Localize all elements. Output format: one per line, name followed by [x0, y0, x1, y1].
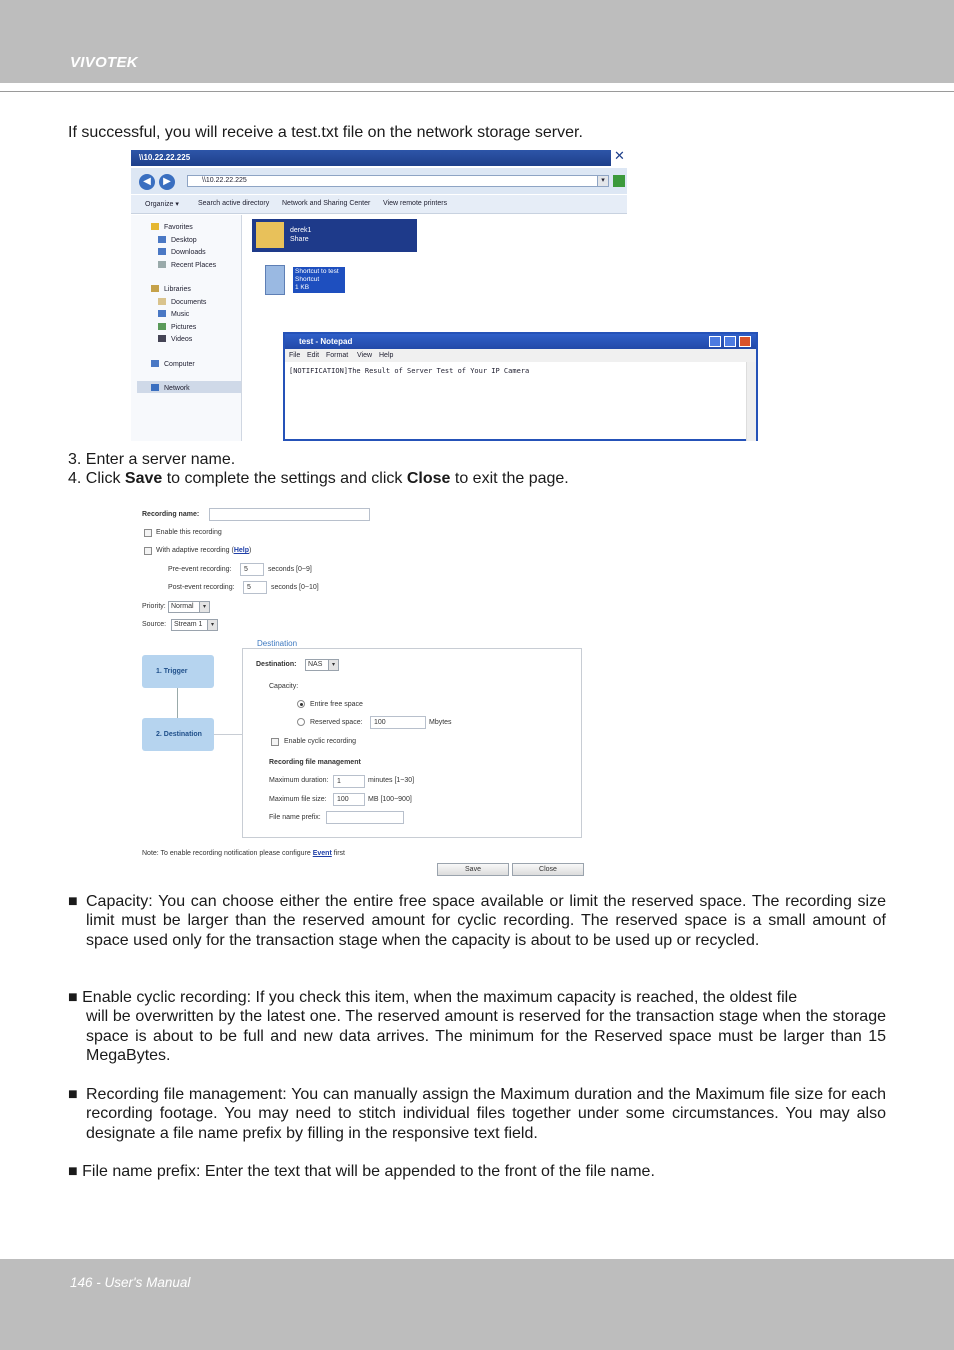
bullet-mark: ■ — [68, 1086, 78, 1103]
max-duration-label: Maximum duration: — [269, 777, 329, 784]
destination-select[interactable]: NAS ▾ — [305, 659, 339, 671]
notepad-title-bar — [285, 334, 756, 349]
nav-item-pictures[interactable]: Pictures — [158, 323, 196, 331]
priority-label: Priority: — [142, 603, 166, 610]
max-duration-unit: minutes [1~30] — [368, 777, 415, 784]
bullet-prefix — [68, 1162, 886, 1181]
star-icon — [151, 223, 159, 230]
nav-item-favorites[interactable]: Favorites — [151, 223, 193, 231]
recording-name-label: Recording name: — [142, 511, 200, 518]
chevron-down-icon: ▾ — [328, 660, 338, 670]
step-destination-button[interactable]: 2. Destination — [142, 718, 214, 751]
shortcut-file-icon[interactable] — [265, 265, 285, 295]
back-icon[interactable]: ◀ — [139, 174, 155, 190]
post-event-input[interactable]: 5 — [243, 581, 267, 594]
adaptive-recording-checkbox[interactable] — [144, 547, 152, 555]
notepad-title: test - Notepad — [299, 337, 353, 346]
refresh-icon[interactable] — [613, 175, 625, 187]
max-duration-input[interactable]: 1 — [333, 775, 365, 788]
event-link[interactable]: Event — [312, 850, 332, 857]
music-icon — [158, 310, 166, 317]
toolbar-search-ad[interactable]: Search active directory — [198, 200, 270, 207]
forward-icon[interactable]: ▶ — [159, 174, 175, 190]
enable-recording-label: Enable this recording — [156, 529, 222, 536]
menu-view[interactable]: View — [357, 352, 373, 359]
recording-name-input[interactable] — [209, 508, 370, 521]
notepad-menu — [285, 349, 756, 362]
max-size-unit: MB [100~900] — [368, 796, 412, 803]
nav-item-videos[interactable]: Videos — [158, 335, 192, 343]
network-icon — [151, 384, 159, 391]
close-term: Close — [406, 470, 451, 487]
explorer-title: \\10.22.22.225 — [139, 153, 191, 162]
reserved-space-unit: Mbytes — [429, 719, 452, 726]
step-3-text: 3. Enter a server name. — [68, 451, 236, 468]
save-button[interactable]: Save — [437, 863, 509, 876]
folder-name: derek1 — [290, 227, 312, 234]
bullet-capacity — [68, 892, 886, 950]
menu-help[interactable]: Help — [379, 352, 394, 359]
recent-icon — [158, 261, 166, 268]
entire-free-space-label: Entire free space — [310, 701, 363, 708]
document-icon — [158, 298, 166, 305]
file-size: 1 KB — [295, 284, 310, 291]
menu-edit[interactable]: Edit — [307, 352, 320, 359]
address-input[interactable]: \\10.22.22.225 — [187, 175, 609, 187]
recording-form-screenshot — [138, 503, 590, 877]
video-icon — [158, 335, 166, 342]
pre-event-input[interactable]: 5 — [240, 563, 264, 576]
shortcut-file-item[interactable] — [293, 267, 345, 293]
step-trigger-button[interactable]: 1. Trigger — [142, 655, 214, 688]
chevron-down-icon: ▾ — [199, 602, 209, 612]
desktop-icon — [158, 236, 166, 243]
entire-free-space-radio[interactable] — [297, 700, 305, 708]
post-event-label: Post-event recording: — [168, 584, 235, 591]
close-icon[interactable]: ✕ — [614, 150, 625, 163]
post-event-unit: seconds [0~10] — [271, 584, 319, 591]
prefix-label: File name prefix: — [269, 814, 321, 821]
prefix-input[interactable] — [326, 811, 404, 824]
source-select[interactable]: Stream 1 ▾ — [171, 619, 218, 631]
bullet-mark: ■ — [68, 1163, 78, 1180]
computer-icon — [151, 360, 159, 367]
pre-event-label: Pre-event recording: — [168, 566, 232, 573]
intro-text: If successful, you will receive a test.txt file on the network storage server. — [68, 124, 583, 141]
header-divider — [0, 91, 954, 92]
reserved-space-label: Reserved space: — [310, 719, 363, 726]
explorer-screenshot — [131, 150, 758, 441]
bullet-cyclic — [68, 988, 886, 1066]
adaptive-recording-label: With adaptive recording (Help) — [156, 547, 252, 554]
notepad-window — [283, 332, 758, 441]
bullet-cyclic-text: will be overwritten by the latest one. The reserved amount is reserved for the transaction stage when the storage space is about to be full and new data arrives. The minimum for the Reserved space must be larger than 15 MegaBytes. — [86, 1008, 886, 1065]
page-footer — [0, 1259, 954, 1350]
capacity-label: Capacity: — [269, 683, 299, 690]
explorer-title-bar — [131, 150, 611, 166]
nav-item-computer[interactable]: Computer — [151, 360, 195, 368]
bullet-cyclic-first-line: Enable cyclic recording: If you check this item, when the maximum capacity is reached, the oldest file — [82, 989, 798, 1006]
minimize-icon[interactable] — [709, 336, 721, 347]
nav-item-libraries[interactable]: Libraries — [151, 285, 191, 293]
cyclic-recording-checkbox[interactable] — [271, 738, 279, 746]
nav-item-documents[interactable]: Documents — [158, 298, 206, 306]
bullet-capacity-text: Capacity: You can choose either the entire free space available or limit the reserved space. The recording size limit must be larger than the reserved amount for cyclic recording. The reserved space is a small amount of space used only for the transaction stage when the capacity is about to be used up or recycled. — [86, 893, 886, 949]
file-type: Shortcut — [295, 276, 320, 283]
bullet-rfm — [68, 1085, 886, 1143]
close-icon[interactable] — [739, 336, 751, 347]
bullet-mark: ■ — [68, 989, 78, 1006]
page-header — [0, 0, 954, 83]
menu-format[interactable]: Format — [326, 352, 349, 359]
max-size-label: Maximum file size: — [269, 796, 327, 803]
source-label: Source: — [142, 621, 167, 628]
reserved-space-input[interactable]: 100 — [370, 716, 426, 729]
bullet-prefix-text: File name prefix: Enter the text that will be appended to the front of the file name. — [82, 1163, 655, 1180]
share-folder-item[interactable] — [252, 219, 417, 252]
pre-event-unit: seconds [0~9] — [268, 566, 312, 573]
notepad-scrollbar[interactable] — [746, 362, 756, 441]
max-size-input[interactable]: 100 — [333, 793, 365, 806]
notepad-content[interactable]: [NOTIFICATION]The Result of Server Test of Your IP Camera — [289, 367, 530, 375]
brand-logo-text: VIVOTEK — [70, 54, 138, 71]
menu-file[interactable]: File — [289, 352, 301, 359]
nav-item-network[interactable]: Network — [151, 384, 190, 392]
folder-type: Share — [290, 236, 309, 243]
explorer-nav-pane — [131, 215, 242, 441]
save-term: Save — [124, 470, 163, 487]
chevron-down-icon[interactable]: ▾ — [597, 175, 609, 187]
help-link[interactable]: Help — [233, 547, 249, 554]
cyclic-recording-label: Enable cyclic recording — [284, 738, 356, 745]
nav-item-desktop[interactable]: Desktop — [158, 236, 197, 244]
nav-item-recent[interactable]: Recent Places — [158, 261, 216, 269]
pictures-icon — [158, 323, 166, 330]
step-connector — [177, 688, 178, 718]
toolbar-organize[interactable]: Organize ▾ — [145, 201, 179, 208]
nav-item-music[interactable]: Music — [158, 310, 189, 318]
toolbar-remote-printers[interactable]: View remote printers — [383, 200, 448, 207]
note-text: Note: To enable recording notification please configure Event first — [142, 850, 346, 857]
explorer-toolbar — [131, 195, 627, 214]
step-pointer — [214, 734, 242, 735]
nav-item-downloads[interactable]: Downloads — [158, 248, 206, 256]
file-name: Shortcut to test — [295, 268, 339, 275]
library-icon — [151, 285, 159, 292]
toolbar-network-center[interactable]: Network and Sharing Center — [282, 200, 371, 207]
maximize-icon[interactable] — [724, 336, 736, 347]
close-button[interactable]: Close — [512, 863, 584, 876]
folder-icon — [256, 222, 284, 248]
bullet-mark: ■ — [68, 893, 78, 910]
destination-legend: Destination — [254, 639, 300, 648]
destination-label: Destination: — [256, 661, 297, 668]
step-4-text: 4. Click Save to complete the settings and click Close to exit the page. — [68, 470, 569, 487]
page-number: 146 - User's Manual — [70, 1275, 191, 1290]
enable-recording-checkbox[interactable] — [144, 529, 152, 537]
chevron-down-icon: ▾ — [207, 620, 217, 630]
priority-select[interactable]: Normal ▾ — [168, 601, 210, 613]
bullet-rfm-text: Recording file management: You can manually assign the Maximum duration and the Maximum file size for each recording footage. You may need to stitch individual files together under some circumstances. You may also designate a file name prefix by filling in the responsive text field. — [86, 1086, 886, 1142]
reserved-space-radio[interactable] — [297, 718, 305, 726]
rfm-heading: Recording file management — [269, 759, 361, 766]
download-icon — [158, 248, 166, 255]
